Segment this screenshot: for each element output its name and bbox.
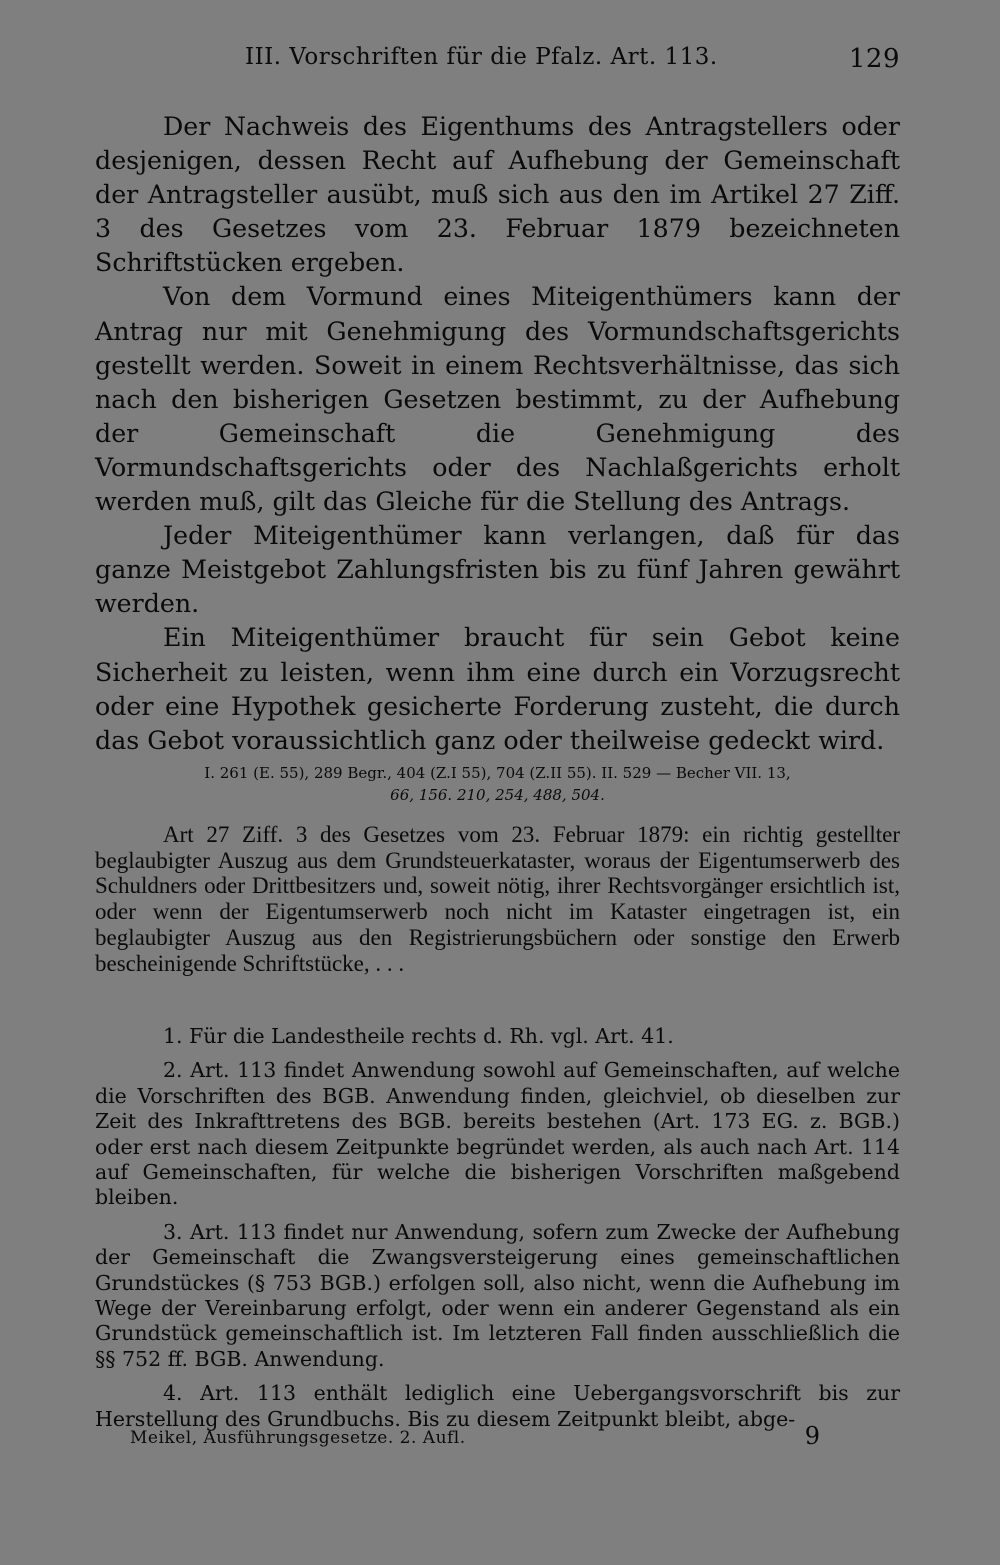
paragraph: Ein Miteigenthümer braucht für sein Gebot keine Sicherheit zu leisten, wenn ihm eine durch ein Vorzugsrecht oder eine Hypothek gesicherte Forderung zusteht, die durch das Gebot voraussichtlich ganz oder theilweise gedeckt wird. [95,623,900,755]
commentary-item: 4. Art. 113 enthält lediglich eine Uebergangsvorschrift bis zur Herstellung des Grundbuchs. Bis zu diesem Zeitpunkt bleibt, abge- [95,1381,900,1431]
reference-line: 66, 156. 210, 254, 488, 504. [390,786,605,804]
source-references [95,762,900,806]
sheet-number: 9 [804,1422,820,1450]
commentary-item: 2. Art. 113 findet Anwendung sowohl auf Gemeinschaften, auf welche die Vorschriften des BGB. Anwendung finden, gleichviel, ob dieselben zur Zeit des Inkrafttretens des BGB. bereits bestehen (Art. 173 EG. z. BGB.) oder erst nach diesem Zeitpunkte begründet werden, als auch nach Art. 114 auf Gemeinschaften, für welche die bisherigen Vorschriften maßgebend bleiben. [95,1058,900,1210]
quote-text: Art 27 Ziff. 3 des Gesetzes vom 23. Februar 1879: ein richtig gestellter beglaubigter Auszug aus dem Grundsteuerkataster, woraus der Eigentumserwerb des Schuldners oder Drittbesitzers und, soweit nötig, ihrer Rechtsvorgänger ersichtlich ist, oder wenn der Eigentumserwerb noch nicht im Kataster eingetragen ist, ein beglaubigter Auszug aus den Registrierungsbüchern oder sonstige den Erwerb bescheinigende Schriftstücke, . . . [95,822,900,976]
statute-quote [95,822,900,976]
running-head: III. Vorschriften für die Pfalz. Art. 113. [245,44,718,70]
page-header [95,44,900,84]
reference-line: I. 261 (E. 55), 289 Begr., 404 (Z.I 55), 704 (Z.II 55). II. 529 — Becher VII. 13, [204,764,791,782]
commentary [95,1024,900,1441]
paragraph: Jeder Miteigenthümer kann verlangen, daß für das ganze Meistgebot Zahlungsfristen bis zu fünf Jahren gewährt werden. [95,521,900,619]
commentary-item: 1. Für die Landestheile rechts d. Rh. vgl. Art. 41. [163,1024,674,1048]
paragraph: Der Nachweis des Eigenthums des Antragstellers oder desjenigen, dessen Recht auf Aufhebung der Gemeinschaft der Antragsteller ausübt, muß sich aus den im Artikel 27 Ziff. 3 des Gesetzes vom 23. Februar 1879 bezeichneten Schriftstücken ergeben. [95,112,900,278]
signature-line: Meikel, Ausführungsgesetze. 2. Aufl. [130,1428,466,1448]
commentary-item: 3. Art. 113 findet nur Anwendung, sofern zum Zwecke der Aufhebung der Gemeinschaft die Zwangsversteigerung eines gemeinschaftlichen Grundstückes (§ 753 BGB.) erfolgen soll, also nicht, wenn die Aufhebung im Wege der Vereinbarung erfolgt, oder wenn ein anderer Gegenstand als ein Grundstück gemeinschaftlich ist. Im letzteren Fall finden ausschließlich die §§ 752 ff. BGB. Anwendung. [95,1219,900,1371]
paragraph: Von dem Vormund eines Miteigenthümers kann der Antrag nur mit Genehmigung des Vormundschaftsgerichts gestellt werden. Soweit in einem Rechtsverhältnisse, das sich nach den bisherigen Gesetzen bestimmt, zu der Aufhebung der Gemeinschaft die Genehmigung des Vormundschaftsgerichts oder des Nachlaßgerichts erholt werden muß, gilt das Gleiche für die Stellung des Antrags. [95,282,900,517]
page-number: 129 [848,44,900,74]
page-footer [130,1422,820,1452]
article-text [95,110,900,758]
